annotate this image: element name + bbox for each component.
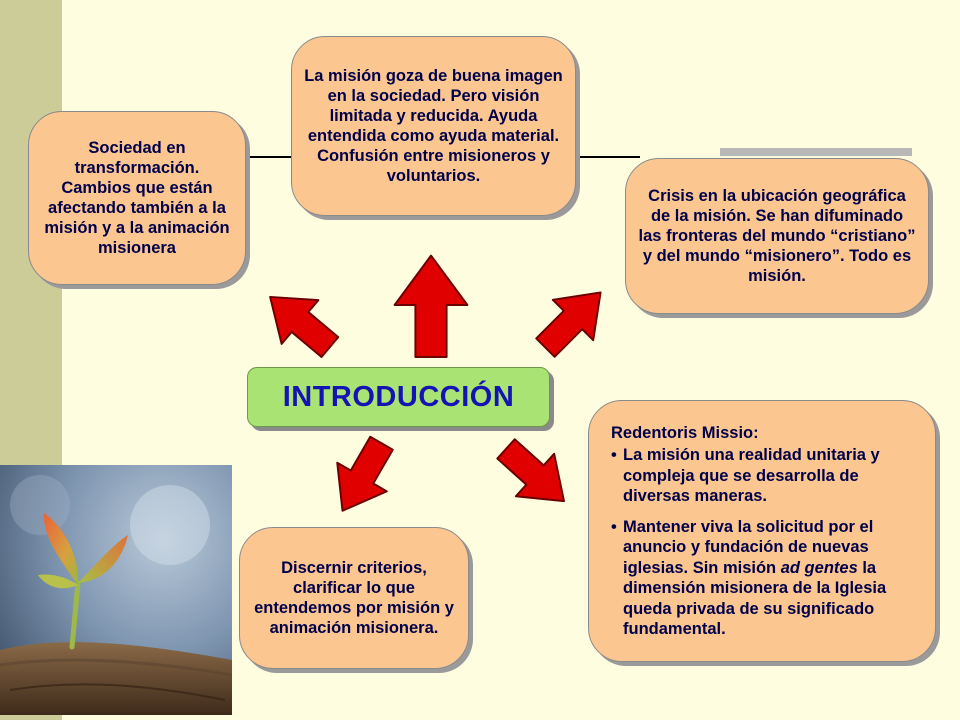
bullet-dot: • [611, 446, 617, 465]
bullet-2-post: la dimensión misionera de la Iglesia queda privada de su significado fundamental. [623, 558, 887, 639]
redemptoris-bullet-2 [611, 517, 915, 640]
box-sociedad-text: Sociedad en transformación. Cambios que están afectando también a la misión y a la animación misionera [44, 138, 230, 258]
redemptoris-bullet-2-text [623, 517, 915, 640]
box-discernir-text: Discernir criterios, clarificar lo que entendemos por misión y animación misionera. [254, 558, 454, 638]
arrow-up-left [252, 275, 349, 369]
intro-title: INTRODUCCIÓN [282, 380, 515, 413]
arrow-down-left [318, 429, 407, 525]
box-crisis-text: Crisis en la ubicación geográfica de la misión. Se han difuminado las fronteras del mundo “cristiano” y del mundo “misionero”. Todo es misión. [638, 186, 916, 286]
arrow-down-right [487, 428, 583, 523]
arrow-up-right [525, 272, 621, 368]
redemptoris-bullet-1 [611, 445, 915, 506]
box-sociedad-transformacion [28, 111, 246, 285]
intro-title-box [247, 367, 550, 427]
redemptoris-heading: Redentoris Missio: [611, 424, 759, 442]
box-discernir-criterios [239, 527, 469, 669]
bullet-dot: • [611, 517, 617, 536]
bullet-2-emphasis: ad gentes [780, 558, 858, 577]
redemptoris-bullet-1-text: La misión una realidad unitaria y compleja que se desarrolla de diversas maneras. [623, 446, 880, 506]
box-crisis-ubicacion [625, 158, 929, 314]
box-imagen-text: La misión goza de buena imagen en la sociedad. Pero visión limitada y reducida. Ayuda entendida como ayuda material. Confusión entre misioneros y voluntarios. [304, 66, 563, 186]
box-redemptoris-missio [588, 400, 936, 662]
box-imagen-mision [291, 36, 576, 216]
arrow-up [395, 256, 468, 357]
bullet-2-pre: Mantener viva la solicitud por el anuncio y fundación de nuevas iglesias. Sin misión [623, 517, 874, 577]
